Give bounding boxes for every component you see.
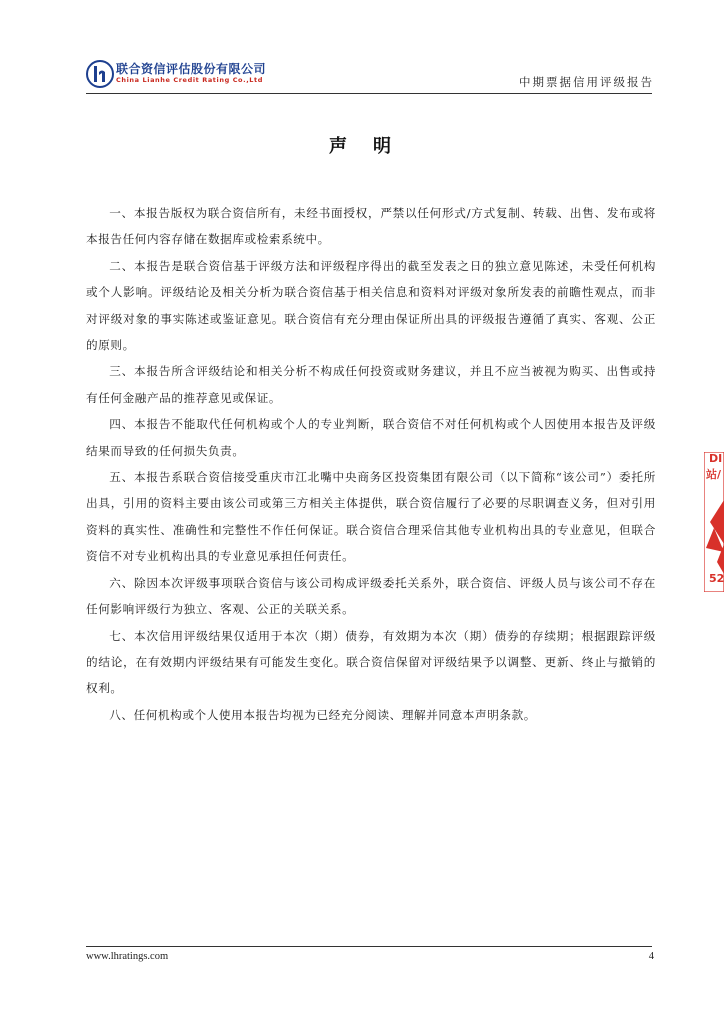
page-title: 声明 (329, 136, 417, 157)
header-divider (86, 93, 652, 94)
footer-website-link[interactable]: www.lhratings.com (86, 951, 169, 962)
statement-paragraph-3: 三、本报告所含评级结论和相关分析不构成任何投资或财务建议，并且不应当被视为购买、出售或持有任何金融产品的推荐意见或保证。 (86, 364, 656, 405)
statement-paragraph-4: 四、本报告不能取代任何机构或个人的专业判断，联合资信不对任何机构或个人因使用本报告及评级结果而导致的任何损失负责。 (86, 417, 656, 458)
statement-paragraph-5: 五、本报告系联合资信接受重庆市江北嘴中央商务区投资集团有限公司（以下简称“该公司”）委托所出具，引用的资料主要由该公司或第三方相关主体提供，联合资信履行了必要的尽职调查义务，但对引用资料的真实性、准确性和完整性不作任何保证。联合资信合理采信其他专业机构出具的专业意见，但联合资信不对专业机构出具的专业意见承担任何责任。 (86, 470, 656, 564)
statement-paragraph-2: 二、本报告是联合资信基于评级方法和评级程序得出的截至发表之日的独立意见陈述，未受任何机构或个人影响。评级结论及相关分析为联合资信基于相关信息和资料对评级对象所发表的前瞻性观点，而非对评级对象的事实陈述或鉴证意见。联合资信有充分理由保证所出具的评级报告遵循了真实、客观、公正的原则。 (86, 258, 656, 353)
footer-divider (86, 946, 652, 947)
company-name-en: China Lianhe Credit Rating Co.,Ltd (116, 76, 263, 84)
lianhe-logo-icon (86, 60, 114, 88)
company-name-cn: 联合资信评估股份有限公司 (116, 62, 267, 76)
stamp-text-bottom: 52 (709, 572, 724, 585)
statement-paragraph-7: 七、本次信用评级结果仅适用于本次（期）债券，有效期为本次（期）债券的存续期；根据跟踪评级的结论，在有效期内评级结果有可能发生变化。联合资信保留对评级结果予以调整、更新、终止与撤销的权利。 (86, 628, 656, 696)
statement-body (86, 200, 656, 728)
statement-paragraph-8: 八、任何机构或个人使用本报告均视为已经充分阅读、理解并同意本声明条款。 (109, 707, 536, 722)
statement-paragraph-6: 六、除因本次评级事项联合资信与该公司构成评级委托关系外，联合资信、评级人员与该公司不存在任何影响评级行为独立、客观、公正的关联关系。 (86, 575, 656, 617)
stamp-text-mid: 站/ (706, 468, 722, 481)
report-type-label: 中期票据信用评级报告 (519, 75, 654, 89)
stamp-text-top: DI (709, 452, 723, 465)
page-number: 4 (648, 951, 654, 962)
statement-paragraph-1: 一、本报告版权为联合资信所有，未经书面授权，严禁以任何形式/方式复制、转载、出售、发布或将本报告任何内容存储在数据库或检索系统中。 (86, 206, 656, 247)
